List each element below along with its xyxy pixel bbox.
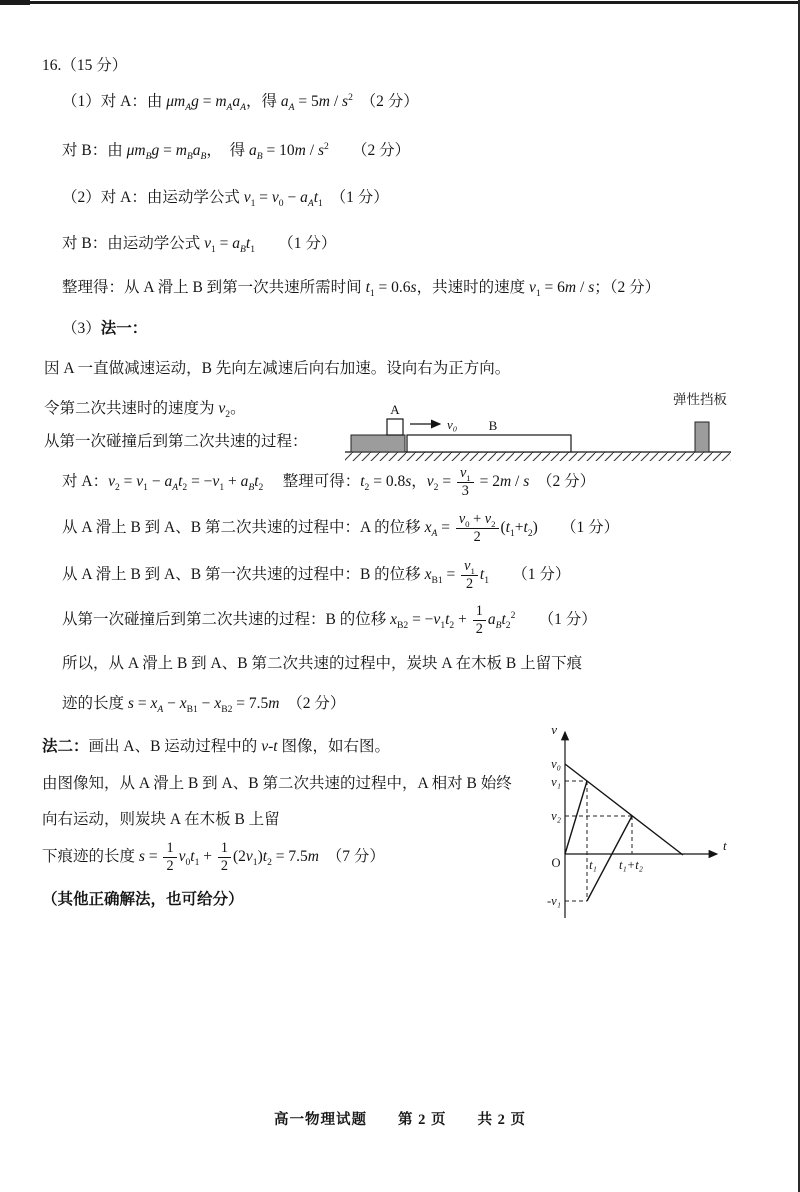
blocks-diagram xyxy=(343,390,733,464)
method2-heading: 法二：画出 A、B 运动过程中的 v-t 图像，如右图。 xyxy=(42,738,390,755)
part1-block-a: （1）对 A：由 $\mu m_Ag = m_Aa_A$，得 $a_A = 5m / s^2$ （2 分） xyxy=(62,91,419,114)
method1-setup-2: 令第二次共速时的速度为 $v_2$。 xyxy=(44,400,246,421)
board-b-label: B xyxy=(488,418,498,433)
method1-conclusion-2: 迹的长度 $s = x_A - x_{B1} - x_{B2} = 7.5m$ （2 分） xyxy=(62,695,346,716)
velocity-label: v₀ xyxy=(447,417,458,432)
page-footer: 高一物理试题 第 2 页 共 2 页 xyxy=(274,1112,526,1128)
problem-number: 16.（15 分） xyxy=(42,57,128,74)
method1-conclusion-1: 所以，从 A 滑上 B 到 A、B 第二次共速的过程中，炭块 A 在木板 B 上留下痕 xyxy=(62,655,583,672)
method1-displacement-a: 从 A 滑上 B 到 A、B 第二次共速的过程中：A 的位移 $x_A$ = $\frac{v_0 + v_2}{2}$ $(t_1+t_2)$ （1 分） xyxy=(62,511,620,545)
part2-block-b: 对 B：由运动学公式 $v_1 = a_Bt_1$ （1 分） xyxy=(62,235,337,256)
t1-label: t₁ xyxy=(589,858,597,872)
line-block-a xyxy=(565,764,683,855)
t-axis-label: t xyxy=(723,838,727,853)
method1-setup-1: 因 A 一直做减速运动，B 先向左减速后向右加速。设向右为正方向。 xyxy=(44,360,511,377)
elastic-baffle xyxy=(695,422,709,452)
method1-eq-a: 对 A：$v_2 = v_1 - a_At_2 = -v_1 + a_Bt_2$ 整理可得：$t_2 = 0.8s$，$v_2$ = $\frac{v_1}{3}$ = 2m / s （2 分） xyxy=(62,465,596,499)
method2-line-2: 由图像知，从 A 滑上 B 到 A、B 第二次共速的过程中，A 相对 B 始终 xyxy=(42,775,512,792)
neg-v1-label: -v₁ xyxy=(546,894,561,908)
line-block-b-1 xyxy=(565,781,587,854)
method2-line-3: 向右运动，则炭块 A 在木板 B 上留 xyxy=(42,811,280,828)
part3-method1-heading: （3）法一： xyxy=(62,320,148,337)
v0-label: v₀ xyxy=(551,757,561,771)
method1-displacement-b2: 从第一次碰撞后到第二次共速的过程：B 的位移 $x_{B2} = -v_1t_2$ + $\frac{1}{2}$ $a_Bt_2^2$ （1 分） xyxy=(62,603,597,637)
origin-label: O xyxy=(551,856,561,870)
v2-label: v₂ xyxy=(551,809,561,823)
vt-graph xyxy=(535,718,730,933)
method2-result: 下痕迹的长度 s = $\frac{1}{2}$ $v_0t_1$ + $\frac{1}{2}$ $(2v_1)t_2 = 7.5m$ （7 分） xyxy=(42,840,385,874)
t1t2-label: t₁+t₂ xyxy=(618,858,644,872)
other-solutions-note: （其他正确解法，也可给分） xyxy=(42,891,244,908)
block-a-label: A xyxy=(390,402,400,417)
elastic-baffle-label: 弹性挡板 xyxy=(673,392,727,407)
part2-result: 整理得：从 A 滑上 B 到第一次共速所需时间 $t_1 = 0.6s$，共速时的速度 $v_1 = 6m / s$；（2 分） xyxy=(62,279,661,300)
board-b xyxy=(407,435,571,452)
part2-block-a: （2）对 A：由运动学公式 $v_1 = v_0 - a_At_1$ （1 分） xyxy=(62,189,389,210)
method1-displacement-b1: 从 A 滑上 B 到 A、B 第一次共速的过程中：B 的位移 $x_{B1}$ = $\frac{v_1}{2}$ $t_1$ （1 分） xyxy=(62,558,571,592)
scan-edge-top xyxy=(22,1,800,4)
v1-label: v₁ xyxy=(551,775,561,789)
ground-hatching xyxy=(345,452,731,461)
v-axis-label: v xyxy=(551,722,557,737)
platform-block xyxy=(351,435,405,452)
block-a xyxy=(387,419,403,435)
scan-edge-corner xyxy=(0,0,30,5)
method1-process: 从第一次碰撞后到第二次共速的过程： xyxy=(44,433,308,450)
part1-block-b: 对 B：由 $\mu m_Bg = m_Ba_B$， 得 $a_B = 10m / s^2$ （2 分） xyxy=(62,140,411,163)
